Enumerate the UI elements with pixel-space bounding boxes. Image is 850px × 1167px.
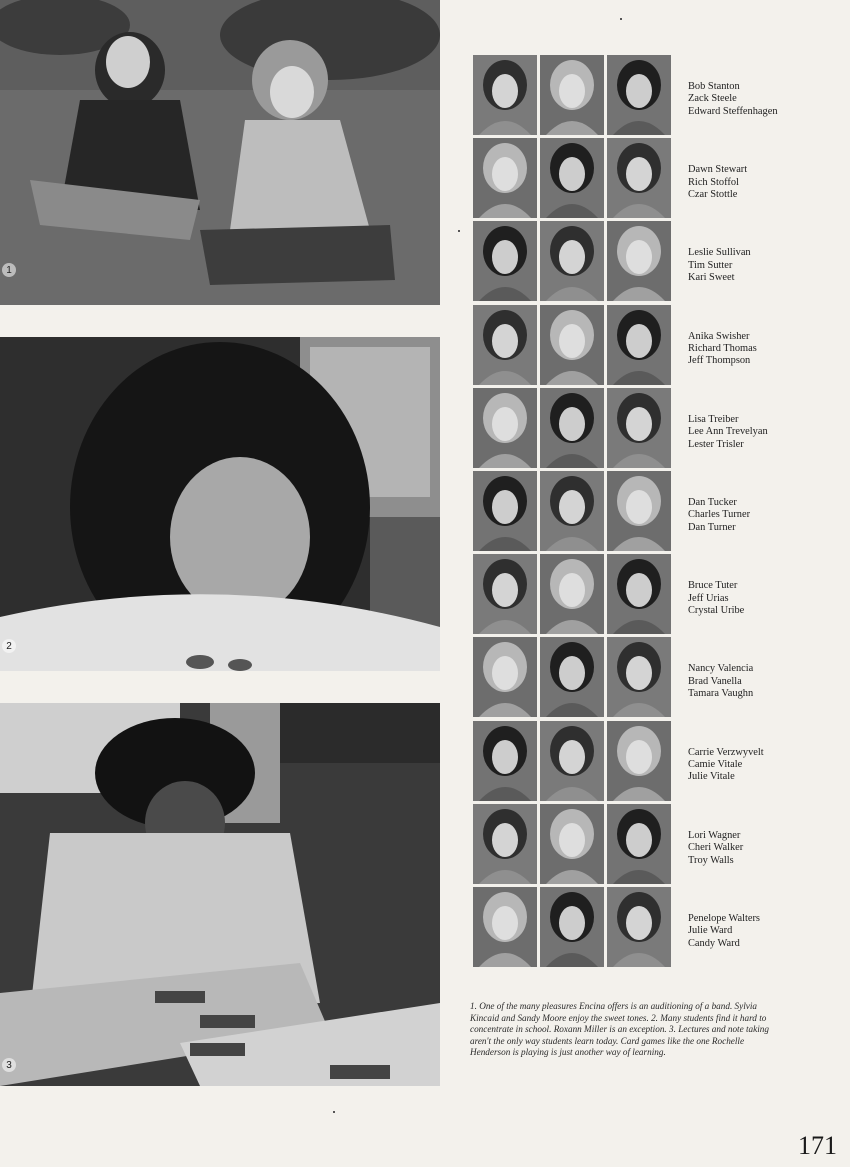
student-portrait — [540, 804, 604, 884]
student-portrait — [607, 138, 671, 218]
student-portrait — [473, 637, 537, 717]
student-portrait — [540, 887, 604, 967]
student-portrait — [540, 554, 604, 634]
student-portrait — [540, 471, 604, 551]
student-portrait — [607, 887, 671, 967]
portrait-names — [688, 331, 818, 368]
student-portrait — [607, 804, 671, 884]
portrait-names — [688, 663, 818, 700]
student-portrait — [473, 721, 537, 801]
student-portrait — [473, 388, 537, 468]
student-name: Bruce Tuter — [688, 580, 738, 592]
student-portrait — [540, 637, 604, 717]
student-name: Penelope Walters — [688, 913, 760, 924]
student-portrait — [473, 887, 537, 967]
student-portrait — [540, 55, 604, 135]
student-portrait — [607, 305, 671, 385]
portrait-names — [688, 580, 818, 617]
student-portrait — [540, 721, 604, 801]
student-name: Dawn Stewart — [688, 164, 748, 176]
student-name: Julie Vitale — [688, 771, 735, 783]
student-name: Anika Swisher — [688, 330, 750, 342]
student-name: Nancy Valencia — [688, 663, 754, 675]
student-name: Dan Turner — [688, 521, 736, 533]
student-name: Kari Sweet — [688, 272, 735, 284]
print-speck — [620, 18, 622, 20]
student-portrait — [607, 55, 671, 135]
student-portrait — [473, 804, 537, 884]
portrait-names — [688, 164, 818, 201]
student-portrait — [607, 221, 671, 301]
portrait-names — [688, 414, 818, 451]
student-name: Bob Stanton — [688, 81, 740, 92]
student-portrait — [473, 554, 537, 634]
student-portrait — [473, 305, 537, 385]
student-name: Brad Vanella — [688, 675, 742, 687]
portrait-names — [688, 747, 818, 784]
student-portrait — [473, 55, 537, 135]
portrait-names — [688, 913, 818, 950]
portrait-names — [688, 81, 818, 118]
candid-photo-student-reading — [0, 337, 440, 671]
student-name: Troy Walls — [688, 854, 734, 866]
photo-caption: 1. One of the many pleasures Encina offers is an auditioning of a band. Sylvia Kincaid and Sandy Moore enjoy the sweet tones. 2. Many students find it hard to concentrate in school. Roxann Miller is an exception. 3. Lectures and note taking aren't the only way students learn today. Card games like the one Rochelle Henderson is playing is just another way of learning. — [470, 1001, 769, 1058]
print-speck — [333, 1111, 335, 1113]
student-portrait — [540, 388, 604, 468]
student-name: Lori Wagner — [688, 829, 741, 841]
student-name: Carrie Verzwyvelt — [688, 746, 764, 758]
candid-photo-students-on-grass — [0, 0, 440, 305]
student-name: Charles Turner — [688, 509, 751, 521]
student-portrait — [473, 221, 537, 301]
student-name: Rich Stoffol — [688, 176, 739, 188]
student-portrait — [607, 554, 671, 634]
student-name: Tamara Vaughn — [688, 688, 754, 700]
student-name: Edward Steffenhagen — [688, 105, 778, 117]
student-name: Camie Vitale — [688, 759, 743, 770]
student-name: Tim Sutter — [688, 259, 733, 271]
portrait-names — [688, 247, 818, 284]
student-name: Czar Stottle — [688, 189, 738, 200]
student-name: Jeff Thompson — [688, 355, 751, 367]
student-name: Richard Thomas — [688, 343, 757, 354]
student-name: Lester Trisler — [688, 438, 744, 450]
student-name: Leslie Sullivan — [688, 247, 751, 259]
student-name: Cheri Walker — [688, 842, 744, 854]
photo-number-badge: 3 — [2, 1058, 16, 1072]
candid-photo-card-game — [0, 703, 440, 1086]
student-name: Julie Ward — [688, 925, 733, 937]
student-name: Lee Ann Trevelyan — [688, 426, 768, 438]
student-name: Jeff Urias — [688, 592, 729, 604]
student-portrait — [473, 471, 537, 551]
student-portrait — [540, 138, 604, 218]
portrait-names — [688, 497, 818, 534]
student-portrait — [540, 221, 604, 301]
print-speck — [458, 230, 460, 232]
student-name: Candy Ward — [688, 937, 740, 949]
student-portrait — [540, 305, 604, 385]
student-portrait — [473, 138, 537, 218]
photo-number-badge: 2 — [2, 639, 16, 653]
student-portrait — [607, 471, 671, 551]
student-name: Zack Steele — [688, 93, 737, 105]
student-name: Lisa Treiber — [688, 413, 739, 425]
student-name: Dan Tucker — [688, 497, 737, 508]
student-name: Crystal Uribe — [688, 605, 745, 616]
photo-number-badge: 1 — [2, 263, 16, 277]
student-portrait — [607, 637, 671, 717]
portrait-names — [688, 830, 818, 867]
student-portrait — [607, 388, 671, 468]
page-number: 171 — [798, 1131, 837, 1160]
student-portrait — [607, 721, 671, 801]
